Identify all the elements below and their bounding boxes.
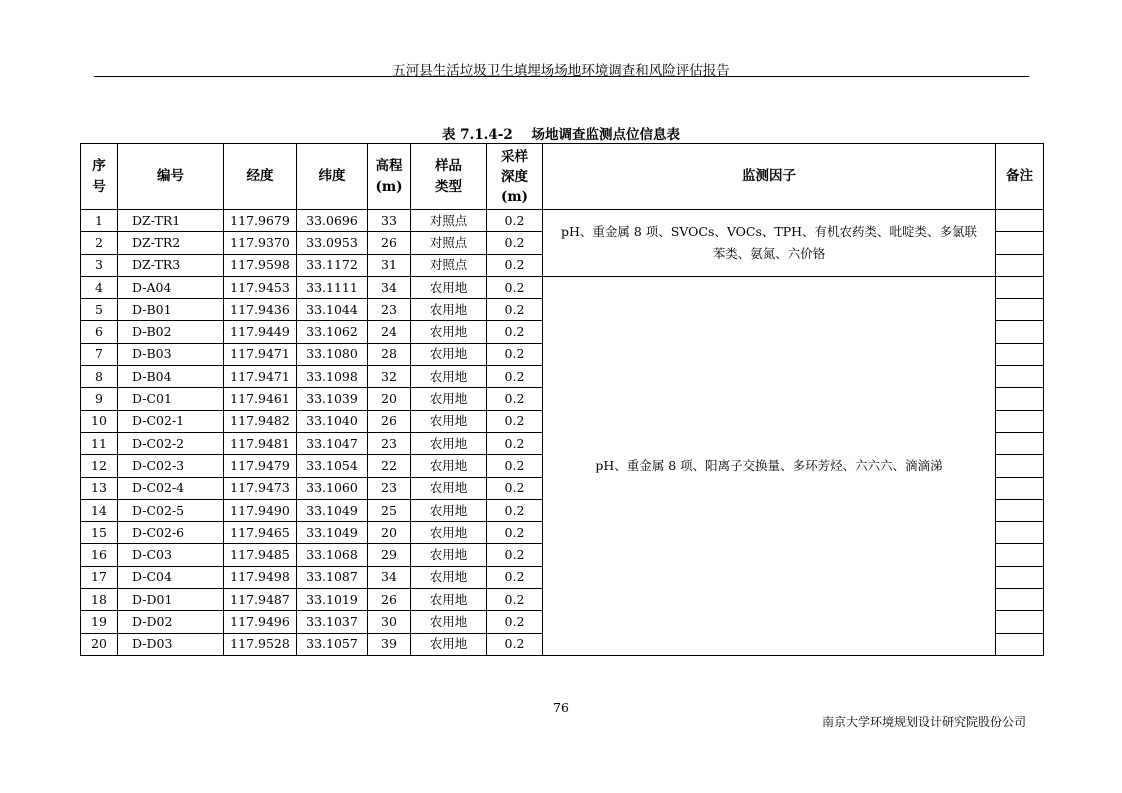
cell-elevation: 30	[368, 611, 411, 633]
cell-remark	[996, 343, 1044, 365]
cell-seq: 16	[81, 544, 118, 566]
cell-remark	[996, 455, 1044, 477]
cell-id: D-C02-5	[118, 499, 224, 521]
cell-sample-type: 农用地	[411, 321, 487, 343]
cell-depth: 0.2	[487, 432, 543, 454]
cell-id: D-C02-3	[118, 455, 224, 477]
cell-latitude: 33.1047	[297, 432, 368, 454]
cell-id: D-B01	[118, 299, 224, 321]
cell-longitude: 117.9370	[224, 232, 297, 254]
cell-remark	[996, 633, 1044, 655]
cell-latitude: 33.1062	[297, 321, 368, 343]
cell-seq: 4	[81, 276, 118, 298]
cell-depth: 0.2	[487, 232, 543, 254]
header-longitude: 经度	[224, 144, 297, 210]
cell-longitude: 117.9481	[224, 432, 297, 454]
cell-latitude: 33.1080	[297, 343, 368, 365]
cell-remark	[996, 210, 1044, 232]
cell-elevation: 24	[368, 321, 411, 343]
cell-latitude: 33.1098	[297, 366, 368, 388]
cell-latitude: 33.1049	[297, 522, 368, 544]
cell-latitude: 33.1060	[297, 477, 368, 499]
cell-id: D-C02-2	[118, 432, 224, 454]
cell-id: D-A04	[118, 276, 224, 298]
cell-latitude: 33.1087	[297, 566, 368, 588]
header-elevation: 高程(m)	[368, 144, 411, 210]
cell-id: D-B02	[118, 321, 224, 343]
cell-longitude: 117.9598	[224, 254, 297, 276]
cell-sample-type: 对照点	[411, 254, 487, 276]
cell-id: D-C02-1	[118, 410, 224, 432]
cell-seq: 13	[81, 477, 118, 499]
header-sample-type: 样品类型	[411, 144, 487, 210]
table-caption: 表 7.1.4-2 场地调查监测点位信息表	[441, 127, 681, 143]
cell-sample-type: 农用地	[411, 499, 487, 521]
header-latitude: 纬度	[297, 144, 368, 210]
cell-monitoring-factors: pH、重金属 8 项、阳离子交换量、多环芳烃、六六六、滴滴涕	[543, 276, 996, 655]
cell-elevation: 20	[368, 388, 411, 410]
cell-depth: 0.2	[487, 254, 543, 276]
cell-elevation: 32	[368, 366, 411, 388]
cell-seq: 6	[81, 321, 118, 343]
cell-remark	[996, 276, 1044, 298]
cell-depth: 0.2	[487, 388, 543, 410]
cell-elevation: 23	[368, 477, 411, 499]
cell-remark	[996, 477, 1044, 499]
cell-longitude: 117.9487	[224, 589, 297, 611]
cell-latitude: 33.1057	[297, 633, 368, 655]
cell-depth: 0.2	[487, 210, 543, 232]
cell-latitude: 33.1049	[297, 499, 368, 521]
cell-sample-type: 农用地	[411, 589, 487, 611]
cell-id: D-C03	[118, 544, 224, 566]
cell-seq: 14	[81, 499, 118, 521]
cell-sample-type: 农用地	[411, 366, 487, 388]
cell-latitude: 33.1040	[297, 410, 368, 432]
cell-depth: 0.2	[487, 589, 543, 611]
cell-sample-type: 农用地	[411, 410, 487, 432]
cell-depth: 0.2	[487, 343, 543, 365]
cell-latitude: 33.1039	[297, 388, 368, 410]
cell-id: DZ-TR2	[118, 232, 224, 254]
cell-remark	[996, 432, 1044, 454]
cell-sample-type: 农用地	[411, 477, 487, 499]
cell-elevation: 20	[368, 522, 411, 544]
cell-latitude: 33.1111	[297, 276, 368, 298]
footer-organization: 南京大学环境规划设计研究院股份公司	[821, 715, 1026, 729]
cell-elevation: 25	[368, 499, 411, 521]
monitoring-sites-table	[80, 143, 1044, 656]
cell-depth: 0.2	[487, 499, 543, 521]
cell-id: D-C02-6	[118, 522, 224, 544]
cell-sample-type: 对照点	[411, 232, 487, 254]
cell-sample-type: 农用地	[411, 388, 487, 410]
cell-depth: 0.2	[487, 366, 543, 388]
cell-id: D-B03	[118, 343, 224, 365]
cell-latitude: 33.1068	[297, 544, 368, 566]
cell-sample-type: 农用地	[411, 455, 487, 477]
header-id: 编号	[118, 144, 224, 210]
cell-depth: 0.2	[487, 566, 543, 588]
cell-elevation: 23	[368, 299, 411, 321]
cell-seq: 11	[81, 432, 118, 454]
cell-depth: 0.2	[487, 410, 543, 432]
cell-elevation: 26	[368, 410, 411, 432]
cell-depth: 0.2	[487, 321, 543, 343]
cell-id: D-D02	[118, 611, 224, 633]
cell-latitude: 33.1019	[297, 589, 368, 611]
cell-longitude: 117.9436	[224, 299, 297, 321]
cell-elevation: 26	[368, 232, 411, 254]
cell-seq: 12	[81, 455, 118, 477]
cell-depth: 0.2	[487, 522, 543, 544]
cell-remark	[996, 611, 1044, 633]
cell-seq: 18	[81, 589, 118, 611]
cell-sample-type: 对照点	[411, 210, 487, 232]
cell-remark	[996, 499, 1044, 521]
table-row	[81, 210, 1044, 232]
cell-seq: 5	[81, 299, 118, 321]
cell-id: D-D03	[118, 633, 224, 655]
cell-elevation: 31	[368, 254, 411, 276]
cell-monitoring-factors: pH、重金属 8 项、SVOCs、VOCs、TPH、有机农药类、吡啶类、多氯联苯类、氨氮、六价铬	[543, 210, 996, 277]
cell-longitude: 117.9449	[224, 321, 297, 343]
cell-longitude: 117.9679	[224, 210, 297, 232]
cell-latitude: 33.1172	[297, 254, 368, 276]
cell-remark	[996, 321, 1044, 343]
cell-elevation: 39	[368, 633, 411, 655]
cell-sample-type: 农用地	[411, 544, 487, 566]
header-depth: 采样深度(m)	[487, 144, 543, 210]
cell-latitude: 33.1054	[297, 455, 368, 477]
cell-sample-type: 农用地	[411, 633, 487, 655]
cell-longitude: 117.9471	[224, 343, 297, 365]
cell-longitude: 117.9465	[224, 522, 297, 544]
cell-elevation: 33	[368, 210, 411, 232]
cell-id: DZ-TR1	[118, 210, 224, 232]
cell-latitude: 33.1037	[297, 611, 368, 633]
table-body	[81, 210, 1044, 656]
cell-seq: 2	[81, 232, 118, 254]
cell-seq: 3	[81, 254, 118, 276]
cell-elevation: 22	[368, 455, 411, 477]
cell-depth: 0.2	[487, 611, 543, 633]
cell-longitude: 117.9453	[224, 276, 297, 298]
cell-seq: 20	[81, 633, 118, 655]
cell-seq: 1	[81, 210, 118, 232]
cell-elevation: 28	[368, 343, 411, 365]
cell-remark	[996, 410, 1044, 432]
cell-longitude: 117.9473	[224, 477, 297, 499]
cell-remark	[996, 566, 1044, 588]
cell-id: D-B04	[118, 366, 224, 388]
cell-longitude: 117.9461	[224, 388, 297, 410]
table-row	[81, 276, 1044, 298]
header-remark: 备注	[996, 144, 1044, 210]
cell-sample-type: 农用地	[411, 432, 487, 454]
cell-depth: 0.2	[487, 455, 543, 477]
cell-seq: 9	[81, 388, 118, 410]
cell-depth: 0.2	[487, 544, 543, 566]
cell-elevation: 26	[368, 589, 411, 611]
cell-longitude: 117.9498	[224, 566, 297, 588]
page-number: 76	[553, 700, 569, 715]
cell-longitude: 117.9496	[224, 611, 297, 633]
cell-longitude: 117.9482	[224, 410, 297, 432]
document-header-title: 五河县生活垃圾卫生填埋场场地环境调查和风险评估报告	[392, 63, 730, 79]
cell-remark	[996, 522, 1044, 544]
cell-elevation: 34	[368, 276, 411, 298]
cell-sample-type: 农用地	[411, 611, 487, 633]
cell-seq: 17	[81, 566, 118, 588]
cell-longitude: 117.9485	[224, 544, 297, 566]
cell-remark	[996, 366, 1044, 388]
cell-remark	[996, 388, 1044, 410]
cell-remark	[996, 254, 1044, 276]
cell-depth: 0.2	[487, 276, 543, 298]
cell-sample-type: 农用地	[411, 343, 487, 365]
cell-remark	[996, 544, 1044, 566]
table-header-row	[81, 144, 1044, 210]
cell-elevation: 34	[368, 566, 411, 588]
cell-longitude: 117.9479	[224, 455, 297, 477]
cell-sample-type: 农用地	[411, 566, 487, 588]
header-divider	[94, 76, 1029, 77]
cell-id: D-C01	[118, 388, 224, 410]
cell-seq: 7	[81, 343, 118, 365]
cell-elevation: 29	[368, 544, 411, 566]
cell-id: DZ-TR3	[118, 254, 224, 276]
header-factors: 监测因子	[543, 144, 996, 210]
cell-seq: 15	[81, 522, 118, 544]
cell-latitude: 33.0696	[297, 210, 368, 232]
cell-depth: 0.2	[487, 299, 543, 321]
cell-id: D-D01	[118, 589, 224, 611]
cell-id: D-C04	[118, 566, 224, 588]
cell-longitude: 117.9490	[224, 499, 297, 521]
cell-sample-type: 农用地	[411, 276, 487, 298]
cell-depth: 0.2	[487, 633, 543, 655]
cell-latitude: 33.0953	[297, 232, 368, 254]
cell-sample-type: 农用地	[411, 299, 487, 321]
cell-longitude: 117.9471	[224, 366, 297, 388]
cell-id: D-C02-4	[118, 477, 224, 499]
cell-longitude: 117.9528	[224, 633, 297, 655]
cell-latitude: 33.1044	[297, 299, 368, 321]
cell-sample-type: 农用地	[411, 522, 487, 544]
cell-remark	[996, 232, 1044, 254]
cell-seq: 19	[81, 611, 118, 633]
cell-remark	[996, 589, 1044, 611]
cell-depth: 0.2	[487, 477, 543, 499]
header-seq: 序号	[81, 144, 118, 210]
cell-remark	[996, 299, 1044, 321]
cell-elevation: 23	[368, 432, 411, 454]
cell-seq: 10	[81, 410, 118, 432]
cell-seq: 8	[81, 366, 118, 388]
